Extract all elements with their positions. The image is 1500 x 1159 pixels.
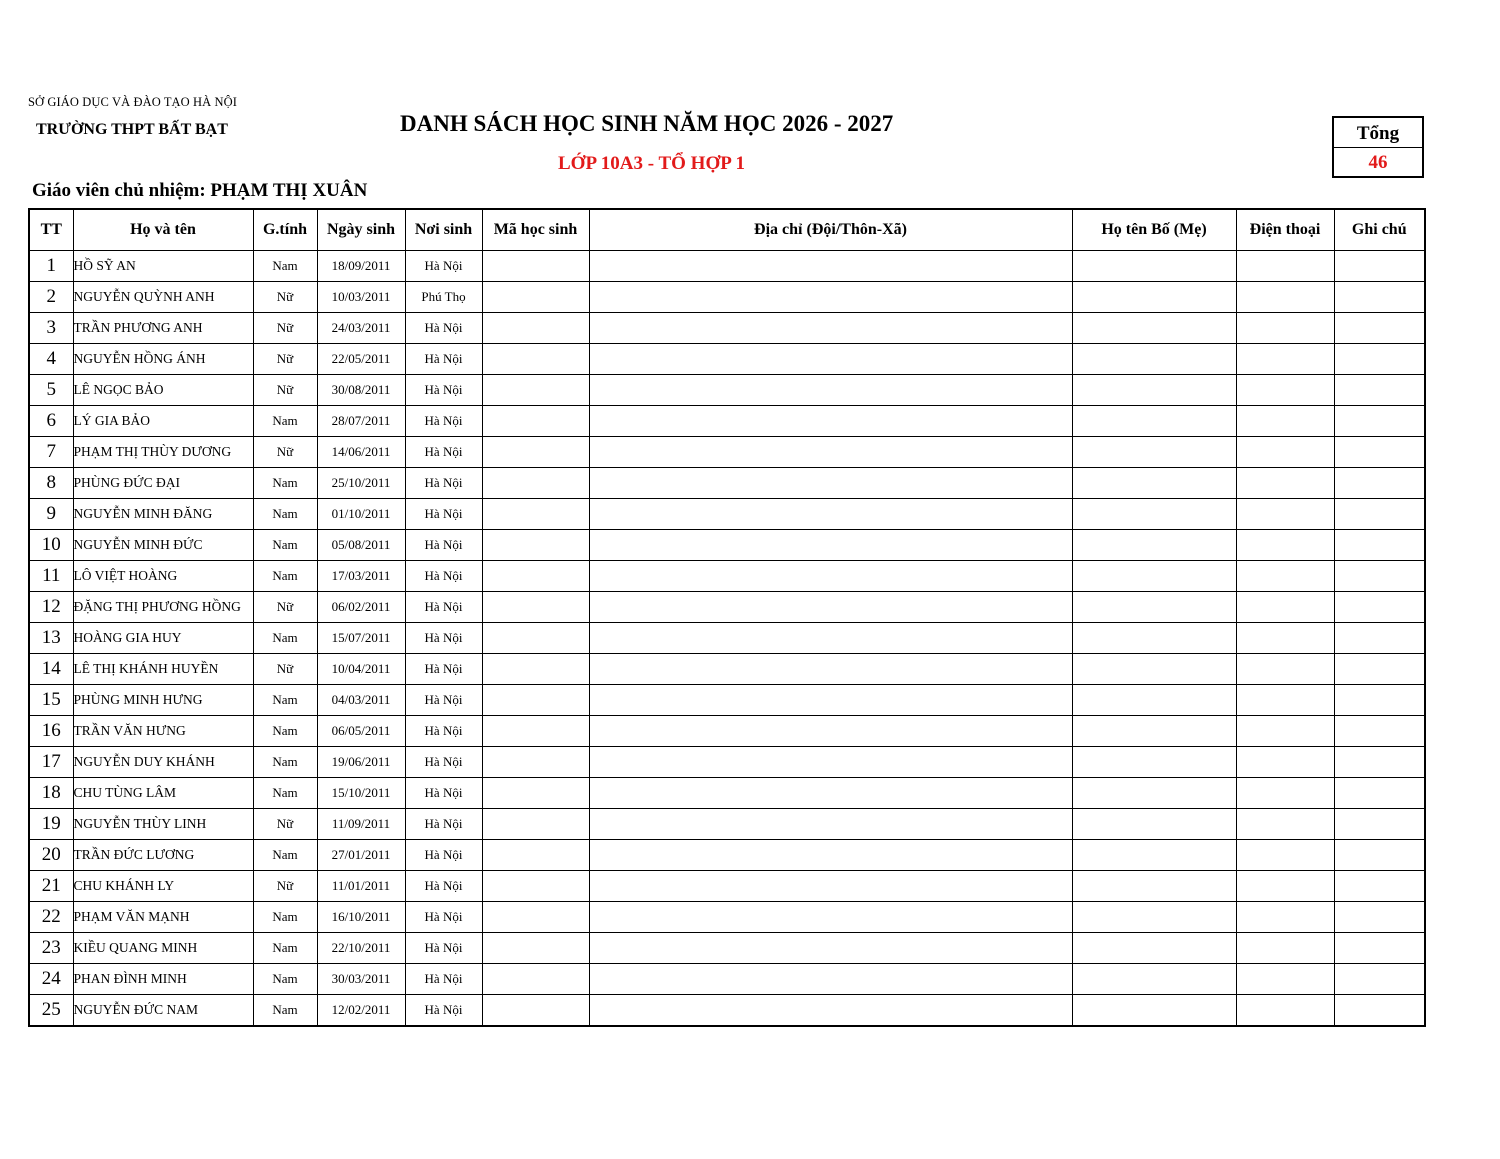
table-row <box>29 871 1425 902</box>
row-number: 21 <box>29 871 73 902</box>
gender-cell: Nam <box>253 747 317 778</box>
table-row <box>29 716 1425 747</box>
birth-date-cell: 28/07/2011 <box>317 406 405 437</box>
student-code-cell <box>482 344 589 375</box>
student-name: PHẠM VĂN MẠNH <box>73 902 253 933</box>
birth-place-cell: Hà Nội <box>405 716 482 747</box>
birth-date-cell: 27/01/2011 <box>317 840 405 871</box>
student-name: PHÙNG MINH HƯNG <box>73 685 253 716</box>
birth-place-cell: Hà Nội <box>405 592 482 623</box>
row-number: 9 <box>29 499 73 530</box>
student-name: PHẠM THỊ THÙY DƯƠNG <box>73 437 253 468</box>
parent-name-cell <box>1072 964 1236 995</box>
address-cell <box>589 561 1072 592</box>
student-code-cell <box>482 778 589 809</box>
table-row <box>29 747 1425 778</box>
gender-cell: Nam <box>253 840 317 871</box>
phone-cell <box>1236 964 1334 995</box>
note-cell <box>1334 468 1425 499</box>
student-name: LÊ NGỌC BẢO <box>73 375 253 406</box>
address-cell <box>589 902 1072 933</box>
total-box <box>1332 116 1424 178</box>
parent-name-cell <box>1072 623 1236 654</box>
gender-cell: Nữ <box>253 375 317 406</box>
student-code-cell <box>482 406 589 437</box>
student-table <box>28 208 1426 1027</box>
address-cell <box>589 251 1072 282</box>
address-cell <box>589 592 1072 623</box>
birth-date-cell: 17/03/2011 <box>317 561 405 592</box>
row-number: 19 <box>29 809 73 840</box>
row-number: 8 <box>29 468 73 499</box>
table-body <box>29 251 1425 1027</box>
birth-place-cell: Hà Nội <box>405 561 482 592</box>
birth-place-cell: Hà Nội <box>405 964 482 995</box>
address-cell <box>589 623 1072 654</box>
note-cell <box>1334 592 1425 623</box>
birth-place-cell: Hà Nội <box>405 437 482 468</box>
row-number: 20 <box>29 840 73 871</box>
gender-cell: Nam <box>253 499 317 530</box>
school-name: TRƯỜNG THPT BẤT BẠT <box>36 121 228 138</box>
birth-place-cell: Hà Nội <box>405 499 482 530</box>
parent-name-cell <box>1072 778 1236 809</box>
address-cell <box>589 778 1072 809</box>
table-row <box>29 809 1425 840</box>
birth-date-cell: 15/10/2011 <box>317 778 405 809</box>
address-cell <box>589 282 1072 313</box>
parent-name-cell <box>1072 685 1236 716</box>
parent-name-cell <box>1072 809 1236 840</box>
parent-name-cell <box>1072 437 1236 468</box>
birth-place-cell: Hà Nội <box>405 933 482 964</box>
parent-name-cell <box>1072 468 1236 499</box>
table-row <box>29 933 1425 964</box>
phone-cell <box>1236 530 1334 561</box>
student-code-cell <box>482 747 589 778</box>
note-cell <box>1334 809 1425 840</box>
birth-date-cell: 16/10/2011 <box>317 902 405 933</box>
row-number: 5 <box>29 375 73 406</box>
birth-place-cell: Hà Nội <box>405 840 482 871</box>
note-cell <box>1334 933 1425 964</box>
parent-name-cell <box>1072 871 1236 902</box>
phone-cell <box>1236 406 1334 437</box>
address-cell <box>589 840 1072 871</box>
phone-cell <box>1236 375 1334 406</box>
birth-place-cell: Hà Nội <box>405 902 482 933</box>
birth-date-cell: 24/03/2011 <box>317 313 405 344</box>
birth-place-cell: Hà Nội <box>405 995 482 1027</box>
gender-cell: Nam <box>253 468 317 499</box>
phone-cell <box>1236 623 1334 654</box>
total-label: Tổng <box>1334 118 1422 148</box>
parent-name-cell <box>1072 747 1236 778</box>
student-code-cell <box>482 282 589 313</box>
gender-cell: Nam <box>253 251 317 282</box>
address-cell <box>589 313 1072 344</box>
birth-date-cell: 11/01/2011 <box>317 871 405 902</box>
phone-cell <box>1236 344 1334 375</box>
address-cell <box>589 995 1072 1027</box>
row-number: 2 <box>29 282 73 313</box>
address-cell <box>589 685 1072 716</box>
birth-date-cell: 04/03/2011 <box>317 685 405 716</box>
parent-name-cell <box>1072 530 1236 561</box>
class-subtitle: LỚP 10A3 - TỔ HỢP 1 <box>558 153 746 174</box>
gender-cell: Nam <box>253 623 317 654</box>
birth-date-cell: 05/08/2011 <box>317 530 405 561</box>
row-number: 6 <box>29 406 73 437</box>
row-number: 12 <box>29 592 73 623</box>
birth-place-cell: Hà Nội <box>405 778 482 809</box>
student-code-cell <box>482 375 589 406</box>
table-row <box>29 375 1425 406</box>
phone-cell <box>1236 995 1334 1027</box>
note-cell <box>1334 902 1425 933</box>
birth-place-cell: Hà Nội <box>405 685 482 716</box>
note-cell <box>1334 499 1425 530</box>
row-number: 24 <box>29 964 73 995</box>
table-row <box>29 902 1425 933</box>
gender-cell: Nam <box>253 685 317 716</box>
student-code-cell <box>482 933 589 964</box>
address-cell <box>589 654 1072 685</box>
address-cell <box>589 530 1072 561</box>
phone-cell <box>1236 778 1334 809</box>
student-code-cell <box>482 809 589 840</box>
parent-name-cell <box>1072 995 1236 1027</box>
parent-name-cell <box>1072 561 1236 592</box>
row-number: 25 <box>29 995 73 1027</box>
birth-place-cell: Hà Nội <box>405 623 482 654</box>
phone-cell <box>1236 561 1334 592</box>
birth-place-cell: Hà Nội <box>405 530 482 561</box>
student-code-cell <box>482 561 589 592</box>
student-code-cell <box>482 592 589 623</box>
phone-cell <box>1236 933 1334 964</box>
birth-place-cell: Hà Nội <box>405 375 482 406</box>
table-row <box>29 344 1425 375</box>
student-code-cell <box>482 964 589 995</box>
column-header: Điện thoại <box>1236 209 1334 251</box>
total-value: 46 <box>1368 152 1388 173</box>
address-cell <box>589 344 1072 375</box>
student-name: KIỀU QUANG MINH <box>73 933 253 964</box>
table-header-row <box>29 209 1425 251</box>
row-number: 11 <box>29 561 73 592</box>
table-row <box>29 437 1425 468</box>
row-number: 7 <box>29 437 73 468</box>
gender-cell: Nữ <box>253 437 317 468</box>
gender-cell: Nam <box>253 778 317 809</box>
birth-place-cell: Hà Nội <box>405 747 482 778</box>
birth-place-cell: Hà Nội <box>405 871 482 902</box>
table-row <box>29 530 1425 561</box>
gender-cell: Nữ <box>253 344 317 375</box>
student-code-cell <box>482 251 589 282</box>
parent-name-cell <box>1072 406 1236 437</box>
student-name: PHÙNG ĐỨC ĐẠI <box>73 468 253 499</box>
student-name: LÊ THỊ KHÁNH HUYỀN <box>73 654 253 685</box>
phone-cell <box>1236 592 1334 623</box>
table-row <box>29 468 1425 499</box>
table-row <box>29 499 1425 530</box>
student-code-cell <box>482 499 589 530</box>
table-row <box>29 964 1425 995</box>
note-cell <box>1334 437 1425 468</box>
phone-cell <box>1236 685 1334 716</box>
phone-cell <box>1236 251 1334 282</box>
birth-date-cell: 01/10/2011 <box>317 499 405 530</box>
birth-date-cell: 15/07/2011 <box>317 623 405 654</box>
student-code-cell <box>482 437 589 468</box>
student-name: NGUYỄN HỒNG ÁNH <box>73 344 253 375</box>
birth-date-cell: 11/09/2011 <box>317 809 405 840</box>
table-row <box>29 840 1425 871</box>
student-name: HOÀNG GIA HUY <box>73 623 253 654</box>
birth-date-cell: 18/09/2011 <box>317 251 405 282</box>
document-title: DANH SÁCH HỌC SINH NĂM HỌC 2026 - 2027 <box>400 111 894 136</box>
phone-cell <box>1236 313 1334 344</box>
address-cell <box>589 933 1072 964</box>
gender-cell: Nam <box>253 995 317 1027</box>
table-row <box>29 654 1425 685</box>
phone-cell <box>1236 499 1334 530</box>
row-number: 18 <box>29 778 73 809</box>
column-header: Ngày sinh <box>317 209 405 251</box>
column-header: Họ và tên <box>73 209 253 251</box>
student-name: TRẦN ĐỨC LƯƠNG <box>73 840 253 871</box>
parent-name-cell <box>1072 840 1236 871</box>
parent-name-cell <box>1072 654 1236 685</box>
parent-name-cell <box>1072 344 1236 375</box>
note-cell <box>1334 251 1425 282</box>
parent-name-cell <box>1072 902 1236 933</box>
row-number: 17 <box>29 747 73 778</box>
phone-cell <box>1236 468 1334 499</box>
note-cell <box>1334 716 1425 747</box>
row-number: 10 <box>29 530 73 561</box>
gender-cell: Nữ <box>253 654 317 685</box>
student-name: NGUYỄN THÙY LINH <box>73 809 253 840</box>
table-row <box>29 685 1425 716</box>
gender-cell: Nam <box>253 964 317 995</box>
student-name: CHU KHÁNH LY <box>73 871 253 902</box>
table-row <box>29 406 1425 437</box>
note-cell <box>1334 995 1425 1027</box>
phone-cell <box>1236 902 1334 933</box>
birth-place-cell: Hà Nội <box>405 251 482 282</box>
parent-name-cell <box>1072 499 1236 530</box>
student-name: LÔ VIỆT HOÀNG <box>73 561 253 592</box>
row-number: 15 <box>29 685 73 716</box>
phone-cell <box>1236 437 1334 468</box>
column-header: Nơi sinh <box>405 209 482 251</box>
row-number: 14 <box>29 654 73 685</box>
table-row <box>29 592 1425 623</box>
table-row <box>29 995 1425 1027</box>
student-code-cell <box>482 871 589 902</box>
note-cell <box>1334 561 1425 592</box>
birth-place-cell: Hà Nội <box>405 468 482 499</box>
student-name: HỒ SỸ AN <box>73 251 253 282</box>
birth-date-cell: 14/06/2011 <box>317 437 405 468</box>
table-row <box>29 313 1425 344</box>
address-cell <box>589 871 1072 902</box>
student-name: NGUYỄN DUY KHÁNH <box>73 747 253 778</box>
note-cell <box>1334 747 1425 778</box>
student-name: CHU TÙNG LÂM <box>73 778 253 809</box>
note-cell <box>1334 375 1425 406</box>
birth-place-cell: Phú Thọ <box>405 282 482 313</box>
row-number: 23 <box>29 933 73 964</box>
column-header: Địa chỉ (Đội/Thôn-Xã) <box>589 209 1072 251</box>
phone-cell <box>1236 747 1334 778</box>
note-cell <box>1334 778 1425 809</box>
phone-cell <box>1236 840 1334 871</box>
student-code-cell <box>482 468 589 499</box>
gender-cell: Nam <box>253 902 317 933</box>
phone-cell <box>1236 871 1334 902</box>
birth-place-cell: Hà Nội <box>405 406 482 437</box>
birth-date-cell: 06/05/2011 <box>317 716 405 747</box>
address-cell <box>589 437 1072 468</box>
note-cell <box>1334 654 1425 685</box>
gender-cell: Nữ <box>253 313 317 344</box>
student-name: NGUYỄN ĐỨC NAM <box>73 995 253 1027</box>
birth-date-cell: 22/05/2011 <box>317 344 405 375</box>
birth-place-cell: Hà Nội <box>405 344 482 375</box>
column-header: Mã học sinh <box>482 209 589 251</box>
parent-name-cell <box>1072 933 1236 964</box>
table-row <box>29 623 1425 654</box>
birth-date-cell: 30/08/2011 <box>317 375 405 406</box>
student-code-cell <box>482 716 589 747</box>
student-code-cell <box>482 995 589 1027</box>
teacher-label: Giáo viên chủ nhiệm: <box>32 180 206 201</box>
column-header: Họ tên Bố (Mẹ) <box>1072 209 1236 251</box>
student-name: TRẦN VĂN HƯNG <box>73 716 253 747</box>
table-row <box>29 282 1425 313</box>
student-code-cell <box>482 840 589 871</box>
address-cell <box>589 964 1072 995</box>
table-row <box>29 561 1425 592</box>
note-cell <box>1334 344 1425 375</box>
department-name: SỞ GIÁO DỤC VÀ ĐÀO TẠO HÀ NỘI <box>28 95 238 109</box>
birth-date-cell: 30/03/2011 <box>317 964 405 995</box>
birth-date-cell: 10/03/2011 <box>317 282 405 313</box>
address-cell <box>589 716 1072 747</box>
column-header: G.tính <box>253 209 317 251</box>
student-name: LÝ GIA BẢO <box>73 406 253 437</box>
note-cell <box>1334 313 1425 344</box>
student-name: NGUYỄN MINH ĐĂNG <box>73 499 253 530</box>
row-number: 22 <box>29 902 73 933</box>
parent-name-cell <box>1072 716 1236 747</box>
parent-name-cell <box>1072 313 1236 344</box>
gender-cell: Nam <box>253 406 317 437</box>
table-row <box>29 778 1425 809</box>
birth-date-cell: 06/02/2011 <box>317 592 405 623</box>
gender-cell: Nam <box>253 933 317 964</box>
student-name: ĐẶNG THỊ PHƯƠNG HỒNG <box>73 592 253 623</box>
parent-name-cell <box>1072 375 1236 406</box>
phone-cell <box>1236 654 1334 685</box>
student-code-cell <box>482 654 589 685</box>
address-cell <box>589 809 1072 840</box>
birth-date-cell: 22/10/2011 <box>317 933 405 964</box>
phone-cell <box>1236 282 1334 313</box>
row-number: 16 <box>29 716 73 747</box>
column-header: TT <box>29 209 73 251</box>
teacher-name: PHẠM THỊ XUÂN <box>210 180 368 201</box>
student-code-cell <box>482 685 589 716</box>
note-cell <box>1334 964 1425 995</box>
gender-cell: Nữ <box>253 282 317 313</box>
gender-cell: Nam <box>253 530 317 561</box>
column-header: Ghi chú <box>1334 209 1425 251</box>
student-code-cell <box>482 902 589 933</box>
parent-name-cell <box>1072 251 1236 282</box>
row-number: 13 <box>29 623 73 654</box>
birth-date-cell: 19/06/2011 <box>317 747 405 778</box>
gender-cell: Nữ <box>253 809 317 840</box>
parent-name-cell <box>1072 592 1236 623</box>
note-cell <box>1334 282 1425 313</box>
address-cell <box>589 468 1072 499</box>
row-number: 3 <box>29 313 73 344</box>
parent-name-cell <box>1072 282 1236 313</box>
birth-date-cell: 25/10/2011 <box>317 468 405 499</box>
note-cell <box>1334 840 1425 871</box>
address-cell <box>589 747 1072 778</box>
note-cell <box>1334 530 1425 561</box>
note-cell <box>1334 623 1425 654</box>
homeroom-teacher <box>32 180 367 202</box>
address-cell <box>589 375 1072 406</box>
birth-place-cell: Hà Nội <box>405 313 482 344</box>
birth-date-cell: 12/02/2011 <box>317 995 405 1027</box>
student-code-cell <box>482 623 589 654</box>
gender-cell: Nữ <box>253 592 317 623</box>
birth-date-cell: 10/04/2011 <box>317 654 405 685</box>
student-name: NGUYỄN QUỲNH ANH <box>73 282 253 313</box>
student-code-cell <box>482 313 589 344</box>
birth-place-cell: Hà Nội <box>405 809 482 840</box>
phone-cell <box>1236 809 1334 840</box>
gender-cell: Nam <box>253 561 317 592</box>
student-name: PHAN ĐÌNH MINH <box>73 964 253 995</box>
student-name: TRẦN PHƯƠNG ANH <box>73 313 253 344</box>
address-cell <box>589 499 1072 530</box>
birth-place-cell: Hà Nội <box>405 654 482 685</box>
note-cell <box>1334 685 1425 716</box>
row-number: 1 <box>29 251 73 282</box>
table-row <box>29 251 1425 282</box>
note-cell <box>1334 406 1425 437</box>
phone-cell <box>1236 716 1334 747</box>
gender-cell: Nữ <box>253 871 317 902</box>
student-code-cell <box>482 530 589 561</box>
note-cell <box>1334 871 1425 902</box>
gender-cell: Nam <box>253 716 317 747</box>
row-number: 4 <box>29 344 73 375</box>
address-cell <box>589 406 1072 437</box>
student-name: NGUYỄN MINH ĐỨC <box>73 530 253 561</box>
